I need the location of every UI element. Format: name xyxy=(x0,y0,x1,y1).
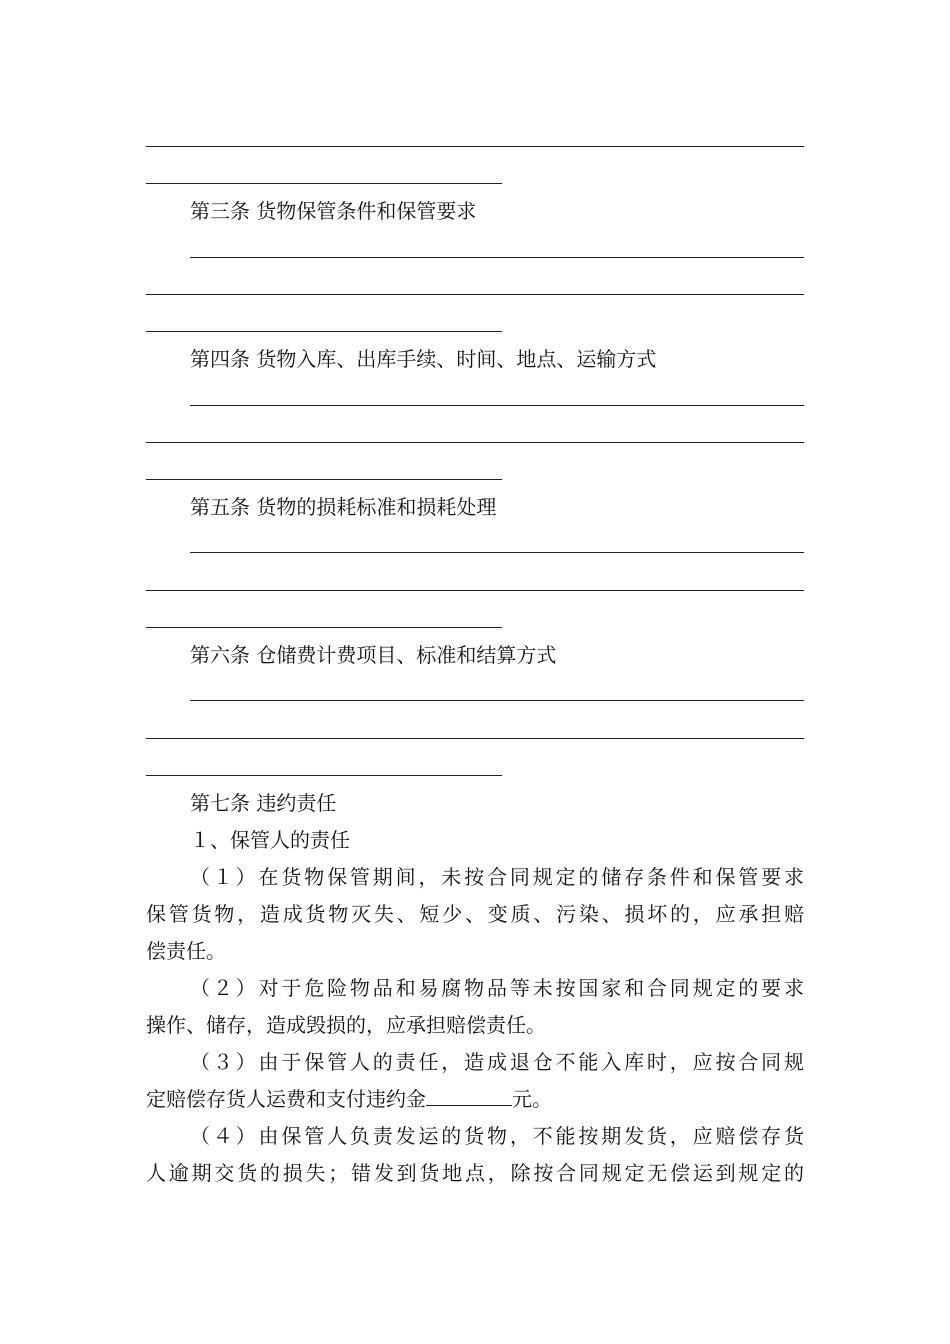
fill-line xyxy=(146,294,804,295)
fill-line xyxy=(146,590,804,591)
fill-line xyxy=(146,442,804,443)
paragraph-2-line: 操作、储存，造成毁损的，应承担赔偿责任。 xyxy=(146,1013,546,1037)
paragraph-4-line: （４）由保管人负责发运的货物，不能按期发货，应赔偿存货 xyxy=(190,1124,804,1148)
penalty-amount-blank xyxy=(426,1087,512,1106)
article-5-title: 第五条 货物的损耗标准和损耗处理 xyxy=(190,495,497,519)
paragraph-4-line: 人逾期交货的损失；错发到货地点，除按合同规定无偿运到规定的 xyxy=(146,1161,804,1185)
paragraph-1-line: 保管货物，造成货物灭失、短少、变质、污染、损坏的，应承担赔 xyxy=(146,902,804,926)
article-3-title: 第三条 货物保管条件和保管要求 xyxy=(190,199,477,223)
article-6-title: 第六条 仓储费计费项目、标准和结算方式 xyxy=(190,643,557,667)
paragraph-3-text: 定赔偿存货人运费和支付违约金 xyxy=(146,1087,426,1111)
fill-line xyxy=(146,183,502,184)
fill-line xyxy=(146,627,502,628)
fill-line xyxy=(146,479,502,480)
paragraph-3-line xyxy=(146,1087,804,1111)
fill-line xyxy=(190,700,804,701)
article-7-subheading: １、保管人的责任 xyxy=(190,828,350,852)
paragraph-1-line: （１）在货物保管期间，未按合同规定的储存条件和保管要求 xyxy=(190,865,804,889)
fill-line xyxy=(146,738,804,739)
fill-line xyxy=(146,146,804,147)
article-4-title: 第四条 货物入库、出库手续、时间、地点、运输方式 xyxy=(190,347,657,371)
fill-line xyxy=(190,405,804,406)
paragraph-3-line: （３）由于保管人的责任，造成退仓不能入库时，应按合同规 xyxy=(190,1050,804,1074)
fill-line xyxy=(190,257,804,258)
fill-line xyxy=(146,775,502,776)
paragraph-2-line: （２）对于危险物品和易腐物品等未按国家和合同规定的要求 xyxy=(190,976,804,1000)
paragraph-3-text: 元。 xyxy=(512,1087,552,1111)
fill-line xyxy=(190,552,804,553)
article-7-title: 第七条 违约责任 xyxy=(190,791,337,815)
fill-line xyxy=(146,331,502,332)
paragraph-1-line: 偿责任。 xyxy=(146,939,226,963)
